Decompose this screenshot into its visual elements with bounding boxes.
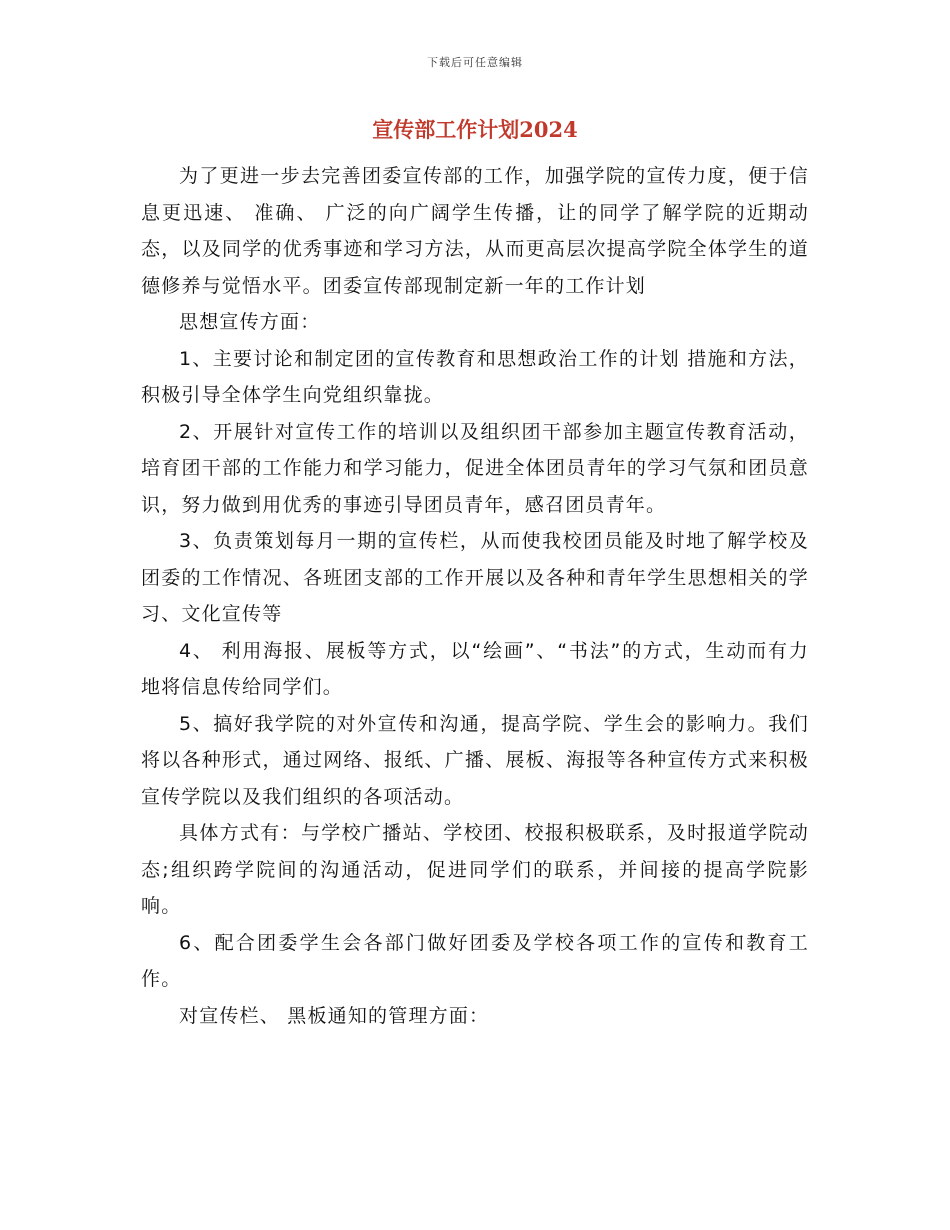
paragraph-item-2: 2、开展针对宣传工作的培训以及组织团干部参加主题宣传教育活动，培育团干部的工作能力和学习能力，促进全体团员青年的学习气氛和团员意识，努力做到用优秀的事迹引导团员青年，感召团员青年。 xyxy=(141,420,809,516)
paragraph-item-4: 4、 利用海报、展板等方式，以“绘画”、“书法”的方式，生动而有力地将信息传给同学们。 xyxy=(141,639,809,698)
paragraph-item-3: 3、负责策划每月一期的宣传栏，从而使我校团员能及时地了解学校及团委的工作情况、各班团支部的工作开展以及各种和青年学生思想相关的学习、文化宣传等 xyxy=(141,530,809,625)
paragraph-item-6: 6、配合团委学生会各部门做好团委及学校各项工作的宣传和教育工作。 xyxy=(141,931,809,990)
document-title: 宣传部工作计划2024 xyxy=(372,117,578,142)
paragraph-methods: 具体方式有：与学校广播站、学校团、校报积极联系，及时报道学院动态;组织跨学院间的沟通活动，促进同学们的联系，并间接的提高学院影响。 xyxy=(141,822,809,917)
section-heading-ideology: 思想宣传方面： xyxy=(179,311,321,333)
paragraph-item-1: 1、主要讨论和制定团的宣传教育和思想政治工作的计划 措施和方法，积极引导全体学生向党组织靠拢。 xyxy=(141,347,809,406)
paragraph-intro: 为了更进一步去完善团委宣传部的工作，加强学院的宣传力度，便于信息更迅速、 准确、 广泛的向广阔学生传播，让的同学了解学院的近期动态，以及同学的优秀事迹和学习方法，从而更高层次提高学院全体学生的道德修养与觉悟水平。团委宣传部现制定新一年的工作计划 xyxy=(141,165,809,297)
document-body xyxy=(141,158,809,1034)
section-heading-bulletin: 对宣传栏、 黑板通知的管理方面： xyxy=(179,1004,490,1027)
header-note: 下载后可任意编辑 xyxy=(427,56,523,69)
paragraph-item-5: 5、搞好我学院的对外宣传和沟通，提高学院、学生会的影响力。我们将以各种形式，通过网络、报纸、广播、展板、海报等各种宣传方式来积极宣传学院以及我们组织的各项活动。 xyxy=(141,712,809,808)
